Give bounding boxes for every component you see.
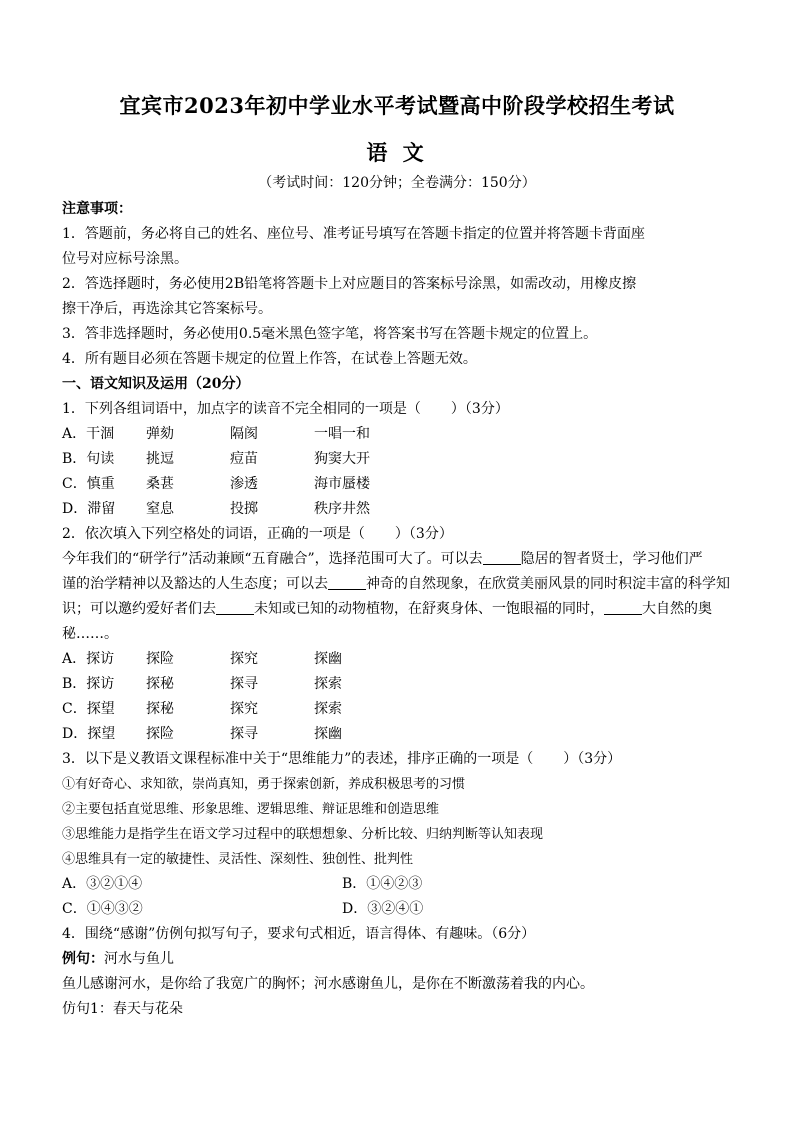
q3-statement: ①有好奇心、求知欲，崇尚真知，勇于探索创新，养成积极思考的习惯 [62, 777, 466, 792]
question-3-stem: 3．以下是义教语文课程标准中关于“思维能力”的表述，排序正确的一项是（ ）（3分） [62, 751, 622, 767]
q2-passage-line: 秘……。 [62, 626, 118, 642]
q2-passage-line: 谨的治学精神以及豁达的人生态度；可以去 神奇的自然现象，在欣赏美丽风景的同时积淀丰富的科学知 [62, 576, 730, 592]
q1-option-c: C．慎重 桑葚 渗透 海市蜃楼 [62, 476, 370, 492]
q3-options-row [62, 897, 734, 922]
q3-option-b: B．①④②③ [342, 876, 423, 892]
fill-blank [216, 600, 254, 615]
exam-subject: 语 文 [366, 140, 428, 165]
q4-example-text: 鱼儿感谢河水，是你给了我宽广的胸怀；河水感谢鱼儿，是你在不断激荡着我的内心。 [62, 976, 594, 992]
q1-stem-a: 1．下列各组词语中，加点字的读音不完全相同的一项是（ [62, 401, 421, 417]
q3-option-d: D．③②④① [342, 901, 424, 917]
exam-body [62, 197, 734, 1022]
q2-passage-line: 今年我们的“研学行”活动兼顾“五育融合”，选择范围可大了。可以去 隐居的智者贤士，学习他们严 [62, 551, 703, 567]
q1-stem-b: ）（3分） [450, 401, 509, 417]
exam-title: 宜宾市2023年初中学业水平考试暨高中阶段学校招生考试 [119, 93, 675, 118]
q3-statement: ③思维能力是指学生在语文学习过程中的联想想象、分析比较、归纳判断等认知表现 [62, 827, 544, 842]
q4-example [62, 947, 734, 972]
notice-line: 4．所有题目必须在答题卡规定的位置上作答，在试卷上答题无效。 [62, 351, 477, 367]
exam-meta: （考试时间：120分钟；全卷满分：150分） [258, 175, 536, 191]
section-heading: 一、语文知识及运用（20分） [62, 376, 250, 392]
notice-line: 2．答选择题时，务必使用2B铅笔将答题卡上对应题目的答案标号涂黑，如需改动，用橡皮擦 [62, 276, 637, 292]
notice-line: 3．答非选择题时，务必使用0.5毫米黑色签字笔，将答案书写在答题卡规定的位置上。 [62, 326, 598, 342]
q4-example-title: 河水与鱼儿 [104, 951, 174, 967]
question-1-stem [62, 397, 734, 422]
notice-line: 位号对应标号涂黑。 [62, 251, 188, 267]
fill-blank [604, 600, 642, 615]
notice-line: 1．答题前，务必将自己的姓名、座位号、准考证号填写在答题卡指定的位置并将答题卡背面座 [62, 226, 645, 242]
q4-imitation: 仿句1：春天与花朵 [62, 1001, 183, 1017]
q3-option-c: C．①④③② [62, 901, 143, 917]
q1-option-a: A．干涸 弹劾 隔阂 一唱一和 [62, 426, 370, 442]
notice-heading: 注意事项： [62, 201, 132, 217]
fill-blank [328, 575, 366, 590]
fill-blank [483, 550, 521, 565]
notice-line: 擦干净后，再选涂其它答案标号。 [62, 301, 272, 317]
q3-options-row [62, 872, 734, 897]
question-4-stem: 4．围绕“感谢”仿例句拟写句子，要求句式相近，语言得体、有趣味。（6分） [62, 926, 536, 942]
q2-passage-line: 识；可以邀约爱好者们去 未知或已知的动物植物，在舒爽身体、一饱眼福的同时， 大自然的奥 [62, 601, 712, 617]
question-2-stem: 2．依次填入下列空格处的词语，正确的一项是（ ）（3分） [62, 526, 453, 542]
q2-option-a: A．探访 探险 探究 探幽 [62, 651, 342, 667]
q3-statement: ②主要包括直觉思维、形象思维、逻辑思维、辩证思维和创造思维 [62, 802, 440, 817]
q2-option-d: D．探望 探险 探寻 探幽 [62, 726, 342, 742]
q3-statement: ④思维具有一定的敏捷性、灵活性、深刻性、独创性、批判性 [62, 852, 414, 867]
q2-option-c: C．探望 探秘 探究 探索 [62, 701, 342, 717]
q1-option-d: D．滞留 窒息 投掷 秩序井然 [62, 501, 370, 517]
q1-option-b: B．句读 挑逗 痘苗 狗窦大开 [62, 451, 370, 467]
q4-example-label: 例句： [62, 951, 104, 967]
q2-option-b: B．探访 探秘 探寻 探索 [62, 676, 342, 692]
q3-option-a: A．③②①④ [62, 876, 143, 892]
